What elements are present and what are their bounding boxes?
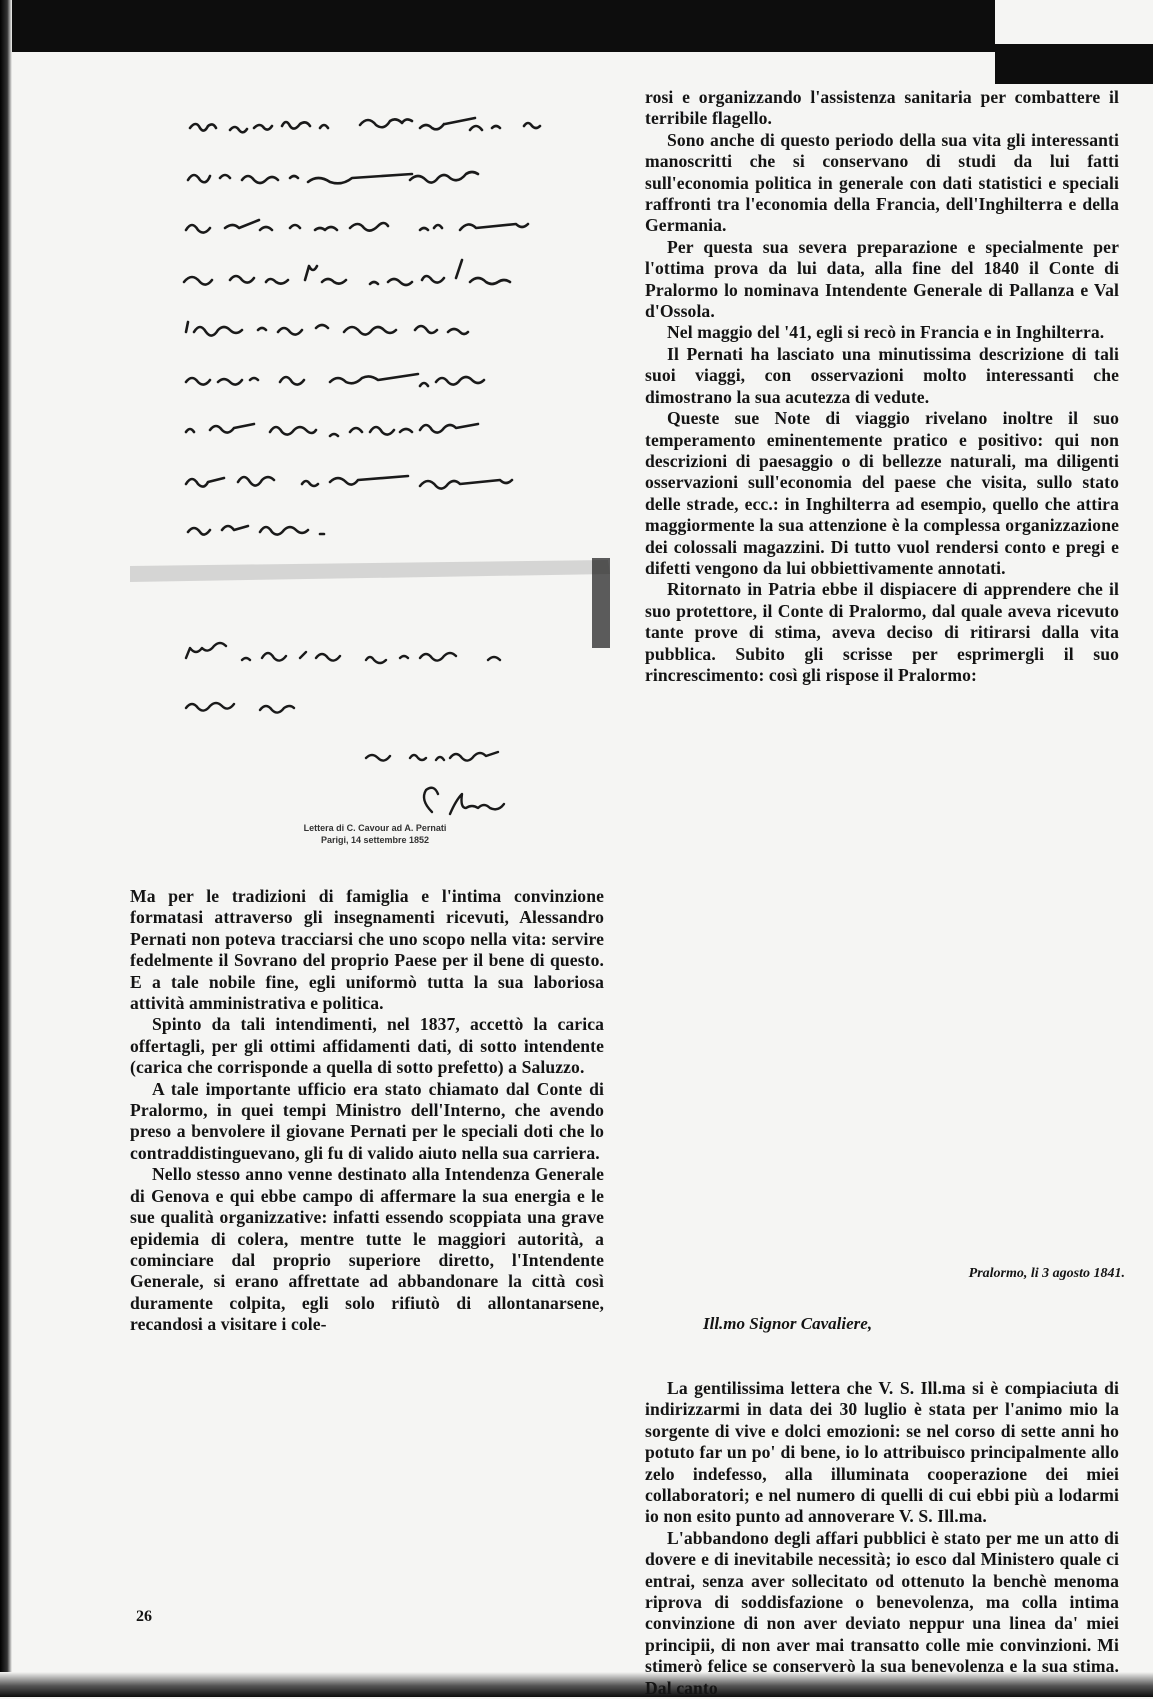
- handwriting-illustration: [130, 70, 610, 830]
- right-column-text: [645, 87, 1119, 686]
- caption-line-1: Lettera di C. Cavour ad A. Pernati: [303, 823, 447, 833]
- paragraph: rosi e organizzando l'assistenza sanitaria per combattere il terribile flagello.: [645, 87, 1119, 129]
- letter-paragraph: L'abbandono degli affari pubblici è stato per me un atto di dovere e di inevitabile necessità; io esco dal Ministero quale ci entrai, senza aver sollecitato od ottenuto la benchè menoma riprova di soddisfazione o benevolenza, ma colla intima convinzione di non aver deviato neppur una linea da' miei principii, di non aver mai transatto colle mie convinzioni. Mi stimerò felice se conserverò la sua benevolenza e la sua stima. Dal canto: [645, 1527, 1119, 1698]
- paragraph: Queste sue Note di viaggio rivelano inoltre il suo temperamento eminentemente pratico e positivo: qui non descrizioni di paesaggio o di bellezze naturali, ma diligenti osservazioni sull'economia del paese che visita, sullo stato delle strade, ecc.: in Inghilterra ad esempio, quello che attira maggiormente la sua attenzione è la complessa organizzazione dei colossali magazzini. Di tutto vuol rendersi conto e pregi e difetti vengono da lui obbiettivamente annotati.: [645, 408, 1119, 578]
- paragraph: Ritornato in Patria ebbe il dispiacere di apprendere che il suo protettore, il Conte di Pralormo, dal quale aveva ricevuto tante prove di stima, aveva deciso di ritirarsi dalla vita pubblica. Subito gli scrisse per esprimergli il suo rincrescimento: così gli rispose il Pralormo:: [645, 579, 1119, 685]
- scan-border-left: [0, 0, 12, 1697]
- page-number: 26: [136, 1608, 152, 1625]
- paragraph: Ma per le tradizioni di famiglia e l'intima convinzione formatasi attraverso gli insegnamenti ricevuti, Alessandro Pernati non poteva tracciarsi che uno scopo nella vita: servire fedelmente il Sovrano del proprio Paese per il bene di questo. E a tale nobile fine, egli uniformò tutta la sua laboriosa attività amministrativa e politica.: [130, 886, 604, 1014]
- letter-paragraph: La gentilissima lettera che V. S. Ill.ma si è compiaciuta di indirizzarmi in data dei 30 luglio è stata per l'animo mio la sorgente di vive e dolci emozioni: se nel corso di sette anni ho potuto far un po' di bene, io lo attribuisco principalmente allo zelo indefesso, alla illuminata cooperazione dei miei collaboratori; e nel numero di quelli di cui ebbi più a lodarmi io non esito punto ad annoverare V. S. Ill.ma.: [645, 1378, 1119, 1527]
- paragraph: Nel maggio del '41, egli si recò in Francia e in Inghilterra.: [667, 322, 1105, 343]
- manuscript-letter-image: [130, 70, 610, 830]
- paragraph: Per questa sua severa preparazione e specialmente per l'ottima prova da lui data, alla fine del 1840 il Conte di Pralormo lo nominava Intendente Generale di Pallanza e Val d'Ossola.: [645, 236, 1119, 322]
- scan-border-top-right: [995, 44, 1153, 84]
- caption-line-2: Parigi, 14 settembre 1852: [320, 835, 430, 845]
- paragraph: Spinto da tali intendimenti, nel 1837, accettò la carica offertagli, per gli ottimi affidamenti dati, di sotto intendente (carica che corrisponde a quella di sotto prefetto) a Saluzzo.: [130, 1014, 604, 1078]
- paragraph: A tale importante ufficio era stato chiamato dal Conte di Pralormo, in quei tempi Ministro dell'Interno, che avendo preso a benvolere il giovane Pernati per le speciali doti che lo contraddistinguevano, gli fu di valido aiuto nella sua carriera.: [130, 1078, 604, 1163]
- scan-border-top: [0, 0, 1153, 52]
- letter-body: [645, 1378, 1119, 1699]
- scan-border-gap: [995, 0, 1153, 44]
- letter-date: Pralormo, li 3 agosto 1841.: [968, 1266, 1125, 1281]
- paragraph: Il Pernati ha lasciato una minutissima descrizione di tali suoi viaggi, con osservazioni molto interessanti che dimostrano la sua acutezza di vedute.: [645, 343, 1119, 407]
- paragraph: Sono anche di questo periodo della sua vita gli interessanti manoscritti che si conservano di studi da lui fatti sull'economia politica in generale con dati statistici e speciali raffronti tra l'economia della Francia, dell'Inghilterra e della Germania.: [645, 129, 1119, 236]
- image-caption: [240, 822, 510, 846]
- left-column-text: [130, 886, 604, 1336]
- paragraph: Nello stesso anno venne destinato alla Intendenza Generale di Genova e qui ebbe campo di affermare la sua energia e le sue qualità organizzative: infatti essendo scoppiata una grave epidemia di colera, mentre tutte le maggiori autorità, a cominciare dal proprio superiore diretto, l'Intendente Generale, si erano affrettate ad abbandonare la città così duramente colpita, egli solo rifiutò di allontanarsene, recandosi a visitare i cole-: [130, 1164, 604, 1335]
- letter-salutation: Ill.mo Signor Cavaliere,: [703, 1314, 873, 1333]
